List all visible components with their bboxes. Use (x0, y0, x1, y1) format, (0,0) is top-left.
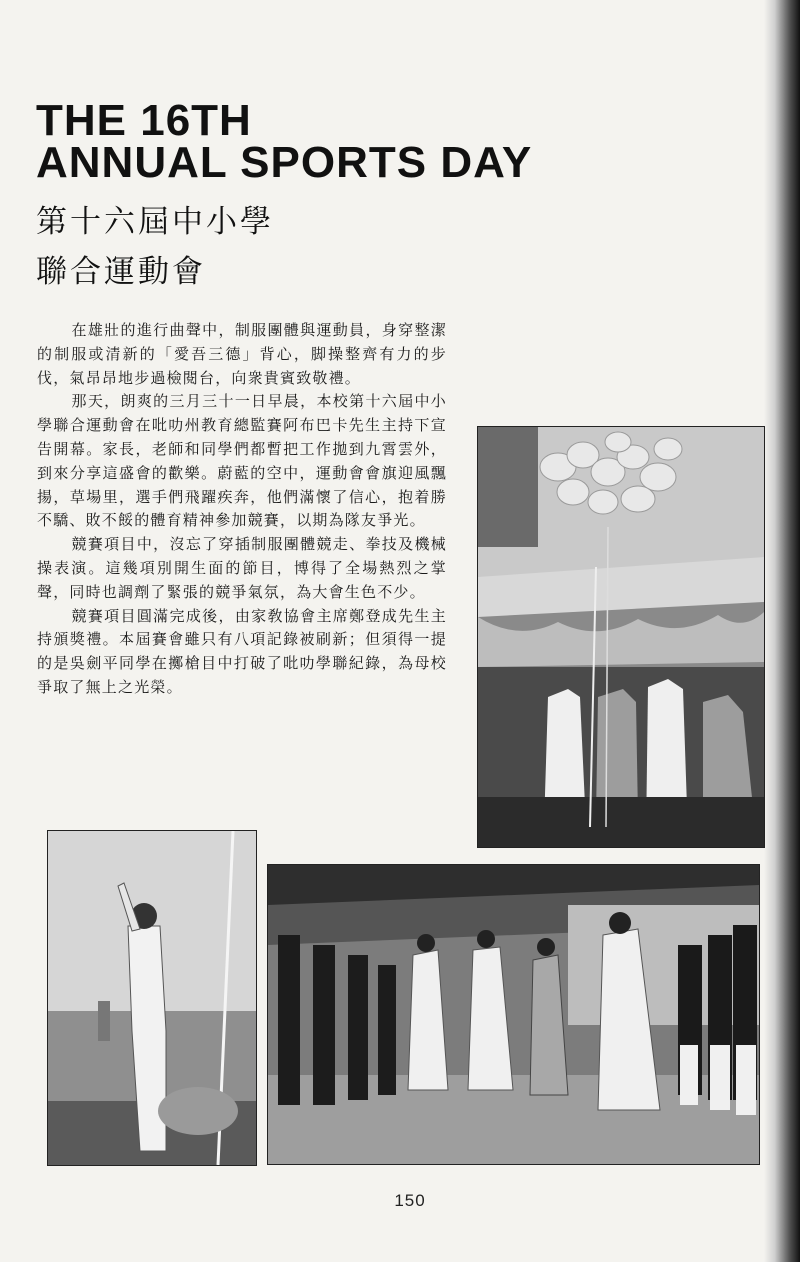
paragraph-3: 競賽項目中，沒忘了穿插制服團體競走、拳技及機械操表演。這幾項別開生面的節目，博得了全場熱烈之掌聲，同時也調劑了緊張的競爭氣氛，為大會生色不少。 (37, 535, 447, 601)
scan-edge-shadow (764, 0, 800, 1262)
paragraph-2: 那天，朗爽的三月三十一日早晨，本校第十六屆中小學聯合運動會在吡叻州教育總監賽阿布巴卡先生主持下宣告開幕。家長，老師和同學們都暫把工作拋到九霄雲外，到來分享這盛會的歡樂。蔚藍的空中，運動會會旗迎風飄揚，草場里，選手們飛躍疾奔，他們滿懷了信心，抱着勝不驕、敗不餒的體育精神參加競賽，以期為隊友爭光。 (37, 392, 447, 530)
english-title-line-2: ANNUAL SPORTS DAY (36, 138, 533, 187)
paragraph-1: 在雄壯的進行曲聲中，制服團體與運動員，身穿整潔的制服或清新的「愛吾三德」背心，脚操整齊有力的步伐，氣昂昂地步過檢閱台，向衆貴賓致敬禮。 (37, 321, 447, 387)
english-title (36, 96, 533, 187)
paragraph-4: 競賽項目圓滿完成後，由家敎協會主席鄭登成先生主持頒獎禮。本屆賽會雖只有八項記錄被刷新；但須得一提的是吳劍平同學在擲槍目中打破了吡叻學聯紀錄，為母校爭取了無上之光榮。 (37, 606, 447, 696)
photo-flag-salute (47, 830, 257, 1166)
photo-dignitaries-procession (267, 864, 760, 1165)
chinese-title (36, 197, 274, 297)
english-title-line-1: THE 16TH (36, 96, 252, 145)
chinese-title-line-2: 聯合運動會 (36, 254, 206, 290)
photo-balloon-release (477, 426, 765, 848)
article-body (37, 319, 447, 700)
chinese-title-line-1: 第十六屆中小學 (36, 204, 274, 240)
page-number: 150 (394, 1191, 426, 1210)
